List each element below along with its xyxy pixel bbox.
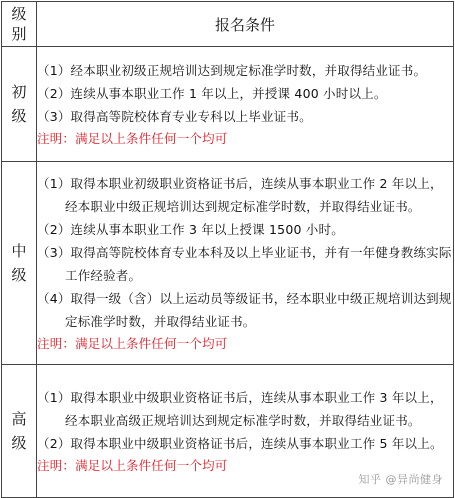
- condition-item: （3）取得高等院校体育专业专科以上毕业证书。: [37, 108, 312, 124]
- conditions-header: 报名条件: [37, 2, 454, 47]
- condition-item: （1）经本职业初级正规培训达到规定标准学时数，并取得结业证书。: [37, 62, 427, 78]
- table-row-junior: [2, 47, 454, 162]
- level-char: 级: [11, 434, 27, 452]
- condition-item: （2）连续从事本职业工作 3 年以上授课 1500 小时。: [37, 221, 344, 237]
- condition-note: 注明：满足以上条件任何一个均可: [37, 130, 228, 146]
- condition-item: （2）取得本职业中级职业资格证书后，连续从事本职业工作 5 年以上。: [37, 435, 443, 451]
- level-cell-junior: [2, 47, 37, 162]
- level-header-char: 级: [11, 5, 27, 23]
- condition-item: （1）取得本职业中级职业资格证书后，连续从事本职业工作 3 年以上，经本职业高级正规培训达到规定标准学时数，并取得结业证书。: [37, 389, 443, 428]
- table-header-row: [2, 2, 454, 47]
- level-char: 级: [11, 266, 27, 284]
- condition-note: 注明：满足以上条件任何一个均可: [37, 335, 228, 351]
- level-cell-intermediate: [2, 162, 37, 365]
- level-char: 高: [11, 410, 27, 428]
- condition-item: （3）取得高等院校体育专业本科及以上毕业证书，并有一年健身教练实际工作经验者。: [37, 244, 452, 283]
- condition-item: （1）取得本职业初级职业资格证书后，连续从事本职业工作 2 年以上，经本职业中级正规培训达到规定标准学时数，并取得结业证书。: [37, 175, 443, 214]
- zhihu-watermark: 知乎 @异尚健身: [358, 473, 443, 486]
- condition-item: （4）取得一级（含）以上运动员等级证书，经本职业中级正规培训达到规定标准学时数，并取得结业证书。: [37, 290, 452, 329]
- condition-note: 注明：满足以上条件任何一个均可: [37, 457, 228, 473]
- conditions-cell-junior: [37, 47, 454, 162]
- level-char: 中: [11, 242, 27, 260]
- level-header: [2, 2, 37, 47]
- condition-item: （2）连续从事本职业工作 1 年以上，并授课 400 小时以上。: [37, 85, 387, 101]
- level-cell-senior: [2, 365, 37, 498]
- registration-requirements-table: [1, 1, 454, 498]
- conditions-cell-intermediate: [37, 162, 454, 365]
- level-char: 初: [11, 83, 27, 101]
- table-row-intermediate: [2, 162, 454, 365]
- level-header-char: 别: [11, 25, 27, 43]
- level-char: 级: [11, 107, 27, 125]
